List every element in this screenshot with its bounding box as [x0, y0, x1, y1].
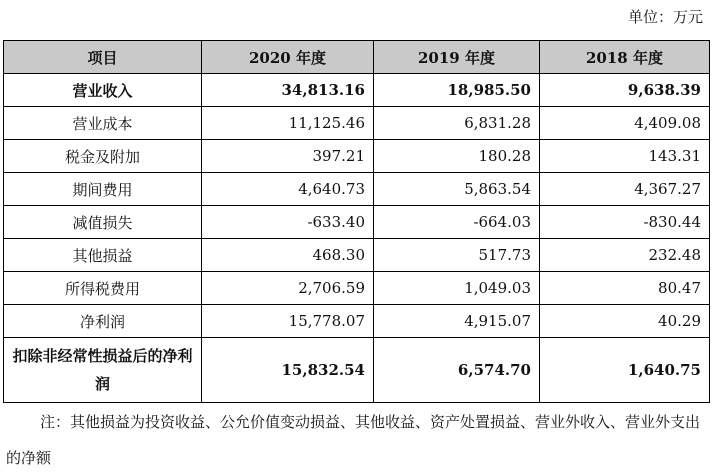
cell-2019: -664.03: [374, 206, 540, 239]
table-row: [4, 107, 710, 140]
cell-2018: 4,409.08: [540, 107, 710, 140]
cell-2019: 1,049.03: [374, 272, 540, 305]
cell-2018: -830.44: [540, 206, 710, 239]
row-label: 期间费用: [4, 173, 202, 206]
table-row: [4, 305, 710, 338]
row-label: 所得税费用: [4, 272, 202, 305]
row-label: 其他损益: [4, 239, 202, 272]
table-row: [4, 74, 710, 107]
cell-2019: 18,985.50: [374, 74, 540, 107]
cell-2020: 15,832.54: [202, 338, 374, 403]
table-row: [4, 173, 710, 206]
row-label: 扣除非经常性损益后的净利润: [4, 338, 202, 403]
row-label: 营业成本: [4, 107, 202, 140]
table-row: [4, 140, 710, 173]
cell-2019: 6,831.28: [374, 107, 540, 140]
table-row: [4, 239, 710, 272]
cell-2018: 143.31: [540, 140, 710, 173]
cell-2020: -633.40: [202, 206, 374, 239]
table-row: [4, 206, 710, 239]
cell-2018: 40.29: [540, 305, 710, 338]
header-2020: 2020 年度: [202, 41, 374, 74]
row-label: 营业收入: [4, 74, 202, 107]
financial-table: [3, 40, 710, 403]
table-row: [4, 338, 710, 403]
unit-label: 单位：万元: [627, 8, 703, 26]
cell-2020: 15,778.07: [202, 305, 374, 338]
cell-2019: 6,574.70: [374, 338, 540, 403]
cell-2018: 232.48: [540, 239, 710, 272]
row-label: 税金及附加: [4, 140, 202, 173]
header-item: 项目: [4, 41, 202, 74]
table-row: [4, 272, 710, 305]
cell-2019: 180.28: [374, 140, 540, 173]
cell-2019: 4,915.07: [374, 305, 540, 338]
cell-2018: 1,640.75: [540, 338, 710, 403]
cell-2020: 34,813.16: [202, 74, 374, 107]
cell-2018: 9,638.39: [540, 74, 710, 107]
cell-2020: 4,640.73: [202, 173, 374, 206]
table-header-row: [4, 41, 710, 74]
header-2019: 2019 年度: [374, 41, 540, 74]
cell-2020: 11,125.46: [202, 107, 374, 140]
cell-2018: 80.47: [540, 272, 710, 305]
row-label: 净利润: [4, 305, 202, 338]
cell-2020: 468.30: [202, 239, 374, 272]
header-2018: 2018 年度: [540, 41, 710, 74]
cell-2019: 5,863.54: [374, 173, 540, 206]
footnote: 注：其他损益为投资收益、公允价值变动损益、其他收益、资产处置损益、营业外收入、营业外支出的净额: [6, 413, 701, 467]
cell-2019: 517.73: [374, 239, 540, 272]
cell-2020: 397.21: [202, 140, 374, 173]
row-label: 减值损失: [4, 206, 202, 239]
cell-2020: 2,706.59: [202, 272, 374, 305]
cell-2018: 4,367.27: [540, 173, 710, 206]
